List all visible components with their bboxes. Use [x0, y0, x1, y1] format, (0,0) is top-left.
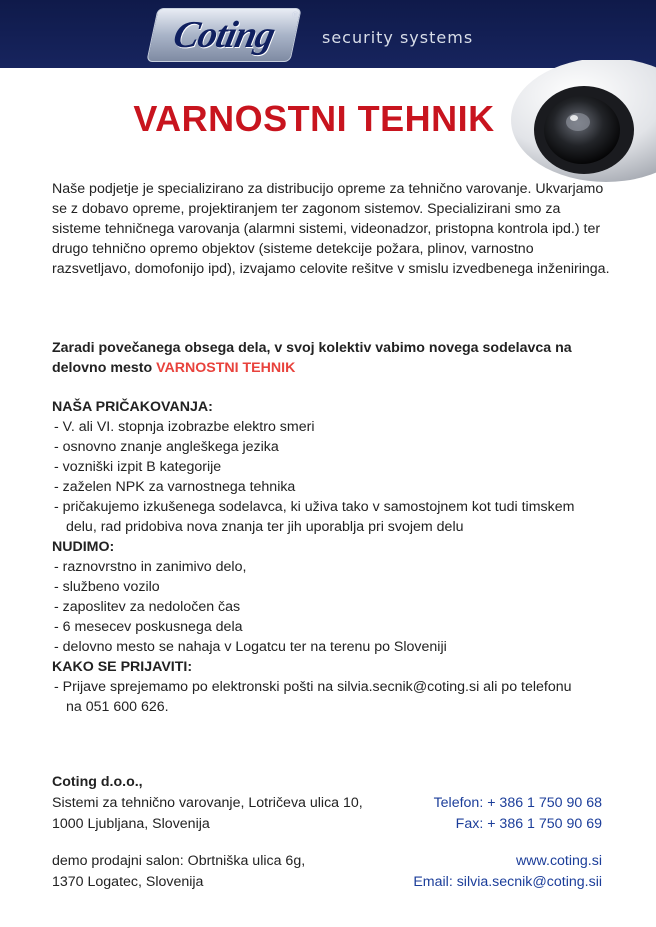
- invite-position: VARNOSTNI TEHNIK: [156, 360, 296, 376]
- salon-city: 1370 Logatec, Slovenija: [52, 874, 204, 890]
- list-item: - delovno mesto se nahaja v Logatcu ter na terenu po Sloveniji: [54, 639, 447, 655]
- list-item: - pričakujemo izkušenega sodelavca, ki uživa tako v samostojnem kot tudi timskem: [54, 499, 575, 515]
- list-item: - osnovno znanje angleškega jezika: [54, 439, 279, 455]
- salon-address: demo prodajni salon: Obrtniška ulica 6g,: [52, 853, 306, 869]
- list-item-continuation: na 051 600 626.: [66, 699, 169, 715]
- logo-text: Coting: [169, 14, 279, 56]
- list-item: - V. ali VI. stopnja izobrazbe elektro smeri: [54, 419, 315, 435]
- website-link[interactable]: www.coting.si: [516, 853, 602, 869]
- invite-paragraph: [52, 338, 612, 378]
- list-item: - Prijave sprejemamo po elektronski pošti na silvia.secnik@coting.si ali po telefonu: [54, 679, 572, 695]
- list-item: - zaposlitev za nedoločen čas: [54, 599, 241, 615]
- list-item-continuation: delu, rad pridobiva nova znanja ter jih uporablja pri svojem delu: [66, 519, 464, 535]
- footer-salon: [52, 851, 602, 893]
- expectations-heading: NAŠA PRIČAKOVANJA:: [52, 399, 213, 415]
- company-name: Coting d.o.o.,: [52, 774, 143, 790]
- company-address: Sistemi za tehnično varovanje, Lotričeva ulica 10,: [52, 795, 363, 811]
- list-item: - zaželen NPK za varnostnega tehnika: [54, 479, 296, 495]
- page-title: VARNOSTNI TEHNIK: [133, 98, 495, 139]
- list-item: - vozniški izpit B kategorije: [54, 459, 222, 475]
- invite-text: Zaradi povečanega obsega dela, v svoj kolektiv vabimo novega sodelavca na delovno mesto: [52, 340, 572, 376]
- list-item: - raznovrstno in zanimivo delo,: [54, 559, 247, 575]
- intro-paragraph: Naše podjetje je specializirano za distribucijo opreme za tehnično varovanje. Ukvarjamo se z dobavo opreme, projektiranjem ter zagonom sistemov. Specializirani smo za sisteme tehničnega varovanja (alarmni sistemi, videonadzor, pristopna kontrola ipd.) ter drugo tehnično opremo objektov (sisteme detekcije požara, plinov, varnostno razsvetljavo, domofonijo ipd), izvajamo celovite rešitve v smislu izvedbenega inženiringa.: [52, 181, 610, 277]
- apply-heading: KAKO SE PRIJAVITI:: [52, 659, 193, 675]
- email-link[interactable]: Email: silvia.secnik@coting.sii: [413, 874, 602, 890]
- company-city: 1000 Ljubljana, Slovenija: [52, 816, 210, 832]
- offer-heading: NUDIMO:: [52, 539, 115, 555]
- fax-number: Fax: + 386 1 750 90 69: [455, 816, 602, 832]
- footer-company: [52, 772, 602, 835]
- job-details: [52, 397, 612, 717]
- tagline: security systems: [322, 28, 474, 47]
- list-item: - 6 mesecev poskusnega dela: [54, 619, 243, 635]
- coting-logo: [146, 8, 301, 62]
- phone-number[interactable]: Telefon: + 386 1 750 90 68: [433, 795, 602, 811]
- header-banner: [0, 0, 656, 68]
- registered-mark: ®: [292, 10, 299, 20]
- list-item: - službeno vozilo: [54, 579, 160, 595]
